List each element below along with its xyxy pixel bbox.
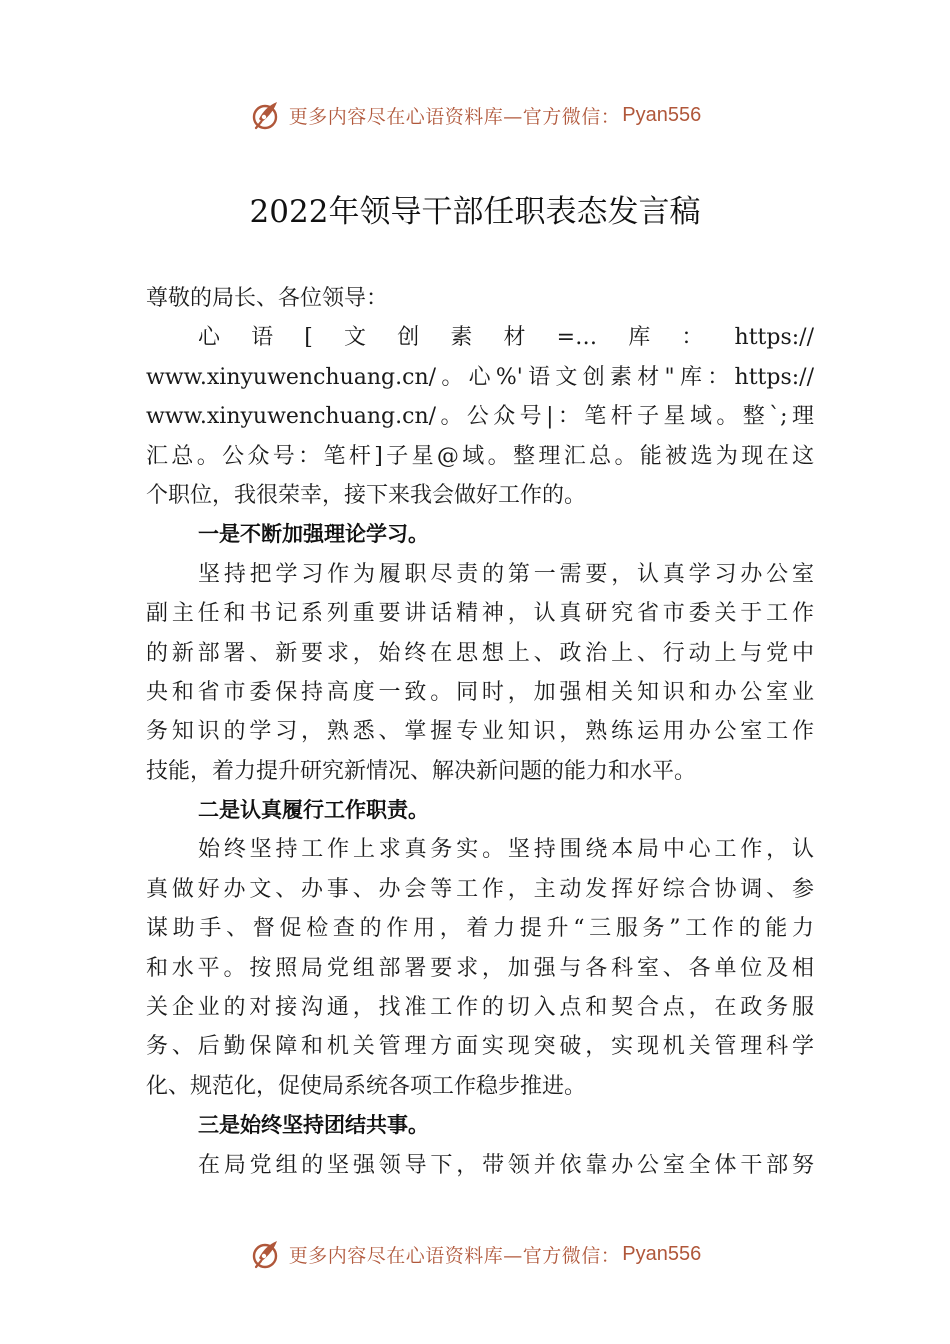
banner-wechat-id: Pyan556	[622, 1242, 702, 1265]
banner-text: 更多内容尽在心语资料库—官方微信：	[288, 1244, 621, 1267]
paragraph-line: 始终坚持工作上求真务实。坚持围绕本局中心工作，认	[198, 837, 814, 863]
paragraph-line: 汇总。公众号：笔杆]子星@域。整理汇总。能被选为现在这	[146, 443, 814, 469]
paragraph-line: 副主任和书记系列重要讲话精神，认真研究省市委关于工作	[146, 601, 814, 627]
paragraph-line: 的新部署、新要求，始终在思想上、政治上、行动上与党中	[146, 640, 814, 666]
paragraph-line: 务知识的学习，熟悉、掌握专业知识，熟练运用办公室工作	[146, 719, 814, 745]
quill-logo-icon	[249, 1236, 285, 1272]
document-body	[146, 279, 814, 1185]
paragraph-line: 坚持把学习作为履职尽责的第一需要，认真学习办公室	[198, 561, 814, 587]
paragraph-line: 真做好办文、办事、办会等工作，主动发挥好综合协调、参	[146, 876, 814, 902]
banner-wechat-id: Pyan556	[622, 103, 702, 126]
salutation: 尊敬的局长、各位领导：	[146, 286, 389, 311]
banner-text: 更多内容尽在心语资料库—官方微信：	[288, 105, 621, 128]
paragraph-line: 化、规范化，促使局系统各项工作稳步推进。	[146, 1073, 587, 1099]
paragraph-line: www.xinyuwenchuang.cn/。心%'语文创素材"库：https://	[146, 364, 814, 390]
document-title: 2022年领导干部任职表态发言稿	[249, 194, 701, 230]
paragraph-line: 在局党组的坚强领导下，带领并依靠办公室全体干部努	[198, 1152, 814, 1178]
header-banner	[0, 95, 950, 135]
paragraph-line: 务、后勤保障和机关管理方面实现突破，实现机关管理科学	[146, 1034, 814, 1060]
paragraph-line: 和水平。按照局党组部署要求，加强与各科室、各单位及相	[146, 955, 814, 981]
footer-banner	[0, 1234, 950, 1274]
paragraph-line: 心语[文创素材=…库：https://	[198, 325, 814, 351]
section-heading: 一是不断加强理论学习。	[198, 522, 429, 547]
paragraph-line: 央和省市委保持高度一致。同时，加强相关知识和办公室业	[146, 679, 814, 705]
paragraph-line: www.xinyuwenchuang.cn/。公众号|：笔杆子星域。整`;理	[146, 404, 814, 430]
paragraph-line: 技能，着力提升研究新情况、解决新问题的能力和水平。	[146, 758, 697, 784]
paragraph-line: 个职位，我很荣幸，接下来我会做好工作的。	[146, 482, 587, 508]
section-heading: 二是认真履行工作职责。	[198, 798, 429, 823]
quill-logo-icon	[249, 97, 285, 133]
paragraph-line: 关企业的对接沟通，找准工作的切入点和契合点，在政务服	[146, 995, 814, 1021]
section-heading: 三是始终坚持团结共事。	[198, 1113, 429, 1138]
paragraph-line: 谋助手、督促检查的作用，着力提升“三服务”工作的能力	[146, 916, 814, 942]
